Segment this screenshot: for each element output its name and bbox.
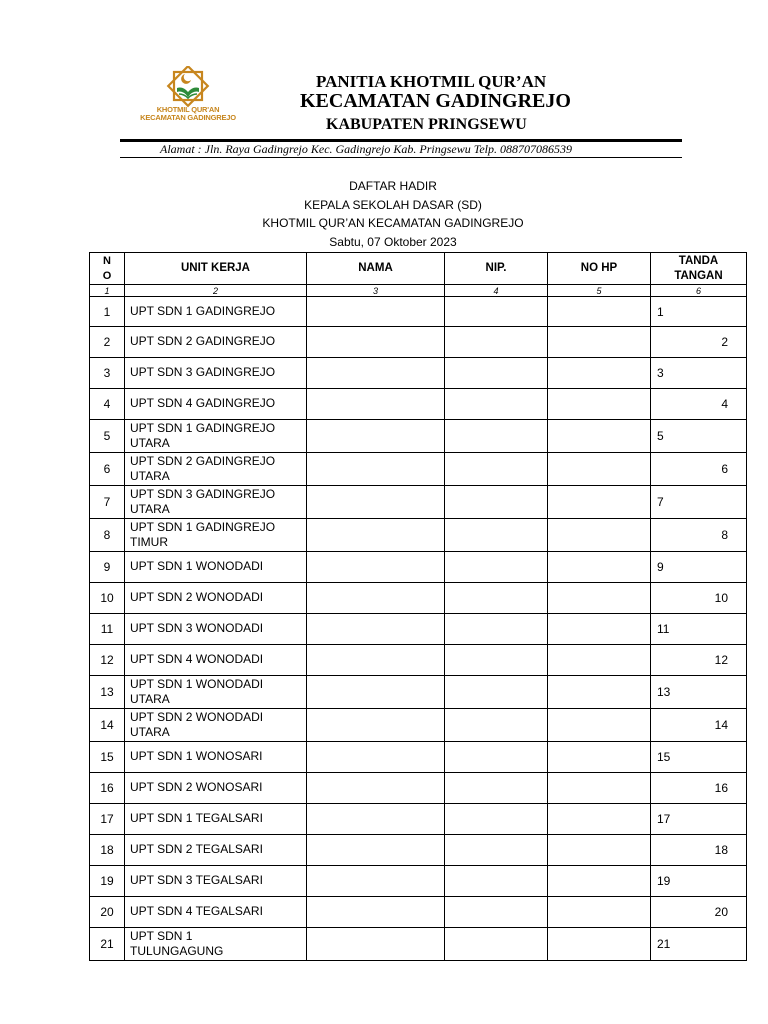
unit-kerja-cell [125,645,307,676]
unit-kerja-line: UTARA [130,436,170,450]
unit-kerja-cell [125,358,307,389]
nama-cell[interactable] [307,928,445,961]
nama-cell[interactable] [307,866,445,897]
nama-cell[interactable] [307,804,445,835]
table-row [90,486,747,519]
no-hp-cell[interactable] [548,835,651,866]
nama-cell[interactable] [307,742,445,773]
row-number: 20 [90,897,125,928]
signature-cell[interactable]: 16 [651,773,747,804]
nama-cell[interactable] [307,676,445,709]
signature-cell[interactable]: 17 [651,804,747,835]
nama-cell[interactable] [307,614,445,645]
nama-cell[interactable] [307,297,445,327]
table-row [90,358,747,389]
row-number: 13 [90,676,125,709]
table-row [90,297,747,327]
unit-kerja-line: TIMUR [130,535,168,549]
header-no-line-2: O [102,269,112,282]
column-index-row [90,285,747,297]
signature-cell[interactable]: 11 [651,614,747,645]
unit-kerja-cell [125,835,307,866]
signature-cell[interactable]: 1 [651,297,747,327]
unit-kerja-cell [125,897,307,928]
row-number: 18 [90,835,125,866]
signature-cell[interactable]: 6 [651,453,747,486]
unit-kerja-cell [125,773,307,804]
row-number: 17 [90,804,125,835]
table-row [90,519,747,552]
no-hp-cell[interactable] [548,804,651,835]
signature-cell[interactable]: 10 [651,583,747,614]
row-number: 11 [90,614,125,645]
nip-cell[interactable] [445,552,548,583]
nama-cell[interactable] [307,420,445,453]
unit-kerja-cell [125,676,307,709]
nip-cell[interactable] [445,453,548,486]
row-number: 4 [90,389,125,420]
unit-kerja-cell [125,519,307,552]
table-row [90,773,747,804]
row-number: 15 [90,742,125,773]
row-number: 21 [90,928,125,961]
no-hp-cell[interactable] [548,676,651,709]
unit-kerja-cell [125,486,307,519]
nip-cell[interactable] [445,486,548,519]
no-hp-cell[interactable] [548,709,651,742]
letterhead [0,0,768,165]
title-line-1: DAFTAR HADIR [349,179,437,193]
unit-kerja-line: UPT SDN 2 GADINGREJO [130,453,276,468]
logo-caption-line-1: KHOTMIL QUR'AN [156,105,220,114]
unit-kerja-line: UTARA [130,502,170,516]
nip-cell[interactable] [445,519,548,552]
table-row [90,742,747,773]
unit-kerja-line: UPT SDN 1 WONODADI [130,676,264,691]
nip-cell[interactable] [445,804,548,835]
nip-cell[interactable] [445,358,548,389]
table-row [90,897,747,928]
unit-kerja-line: UTARA [130,692,170,706]
unit-kerja-line: UPT SDN 4 GADINGREJO [130,396,276,411]
no-hp-cell[interactable] [548,866,651,897]
nip-cell[interactable] [445,866,548,897]
document-title [0,177,768,251]
signature-cell[interactable]: 12 [651,645,747,676]
no-hp-cell[interactable] [548,420,651,453]
signature-cell[interactable]: 19 [651,866,747,897]
nip-cell[interactable] [445,928,548,961]
title-line-2: KEPALA SEKOLAH DASAR (SD) [304,197,482,212]
letterhead-district: KECAMATAN GADINGREJO [300,90,571,112]
unit-kerja-line: UPT SDN 2 WONODADI [130,590,264,605]
nama-cell[interactable] [307,897,445,928]
nama-cell[interactable] [307,453,445,486]
title-line-4: Sabtu, 07 Oktober 2023 [329,234,457,249]
signature-cell[interactable]: 18 [651,835,747,866]
nama-cell[interactable] [307,583,445,614]
nip-cell[interactable] [445,897,548,928]
table-row [90,835,747,866]
unit-kerja-cell [125,804,307,835]
table-row [90,420,747,453]
header-ttd-line-1: TANDA [678,254,719,267]
unit-kerja-line: UPT SDN 2 TEGALSARI [130,842,263,857]
nip-cell[interactable] [445,645,548,676]
nip-cell[interactable] [445,676,548,709]
unit-kerja-line: UPT SDN 1 GADINGREJO [130,420,276,435]
table-row [90,583,747,614]
table-row [90,709,747,742]
row-number: 2 [90,327,125,358]
signature-cell[interactable]: 21 [651,928,747,961]
nip-cell[interactable] [445,835,548,866]
signature-cell[interactable]: 3 [651,358,747,389]
header-no [90,253,125,285]
table-row [90,676,747,709]
unit-kerja-line: UPT SDN 2 GADINGREJO [130,334,276,349]
nama-cell[interactable] [307,358,445,389]
signature-cell[interactable]: 9 [651,552,747,583]
row-number: 3 [90,358,125,389]
unit-kerja-cell [125,453,307,486]
no-hp-cell[interactable] [548,327,651,358]
signature-cell[interactable]: 5 [651,420,747,453]
column-index: 3 [307,285,445,297]
row-number: 14 [90,709,125,742]
no-hp-cell[interactable] [548,486,651,519]
attendance-rows [90,297,747,961]
header-tanda-tangan [651,253,747,285]
nama-cell[interactable] [307,835,445,866]
committee-logo [128,66,248,130]
logo-caption [128,106,248,122]
unit-kerja-line: UPT SDN 1 [130,928,193,943]
column-index: 4 [445,285,548,297]
header-no-line-1: N [103,254,111,267]
signature-cell[interactable]: 8 [651,519,747,552]
unit-kerja-line: UPT SDN 4 TEGALSARI [130,904,263,919]
nama-cell[interactable] [307,645,445,676]
unit-kerja-line: UPT SDN 2 WONODADI [130,709,264,724]
unit-kerja-line: UTARA [130,469,170,483]
nip-cell[interactable] [445,773,548,804]
header-row [90,253,747,285]
header-ttd-line-2: TANGAN [674,269,723,282]
unit-kerja-cell [125,389,307,420]
unit-kerja-line: UPT SDN 4 WONODADI [130,652,264,667]
letterhead-rule-thin [120,157,682,158]
unit-kerja-cell [125,709,307,742]
signature-cell[interactable]: 13 [651,676,747,709]
row-number: 19 [90,866,125,897]
table-row [90,928,747,961]
no-hp-cell[interactable] [548,453,651,486]
header-unit-kerja: UNIT KERJA [125,253,307,285]
unit-kerja-line: TULUNGAGUNG [130,944,224,958]
nip-cell[interactable] [445,389,548,420]
table-row [90,327,747,358]
unit-kerja-line: UPT SDN 2 WONOSARI [130,780,263,795]
nip-cell[interactable] [445,297,548,327]
nama-cell[interactable] [307,327,445,358]
table-row [90,804,747,835]
row-number: 9 [90,552,125,583]
nip-cell[interactable] [445,614,548,645]
header-nama: NAMA [307,253,445,285]
nip-cell[interactable] [445,742,548,773]
row-number: 8 [90,519,125,552]
nama-cell[interactable] [307,709,445,742]
signature-cell[interactable]: 15 [651,742,747,773]
table-row [90,866,747,897]
no-hp-cell[interactable] [548,614,651,645]
nama-cell[interactable] [307,552,445,583]
row-number: 10 [90,583,125,614]
no-hp-cell[interactable] [548,389,651,420]
no-hp-cell[interactable] [548,358,651,389]
signature-cell[interactable]: 7 [651,486,747,519]
column-index: 2 [125,285,307,297]
row-number: 16 [90,773,125,804]
nip-cell[interactable] [445,420,548,453]
row-number: 7 [90,486,125,519]
row-number: 5 [90,420,125,453]
no-hp-cell[interactable] [548,928,651,961]
nip-cell[interactable] [445,709,548,742]
no-hp-cell[interactable] [548,645,651,676]
unit-kerja-line: UPT SDN 3 WONODADI [130,621,264,636]
unit-kerja-line: UPT SDN 3 TEGALSARI [130,873,263,888]
nama-cell[interactable] [307,773,445,804]
unit-kerja-line: UPT SDN 1 WONODADI [130,559,264,574]
header-no-hp: NO HP [548,253,651,285]
signature-cell[interactable]: 2 [651,327,747,358]
header-nip: NIP. [445,253,548,285]
row-number: 12 [90,645,125,676]
no-hp-cell[interactable] [548,519,651,552]
nama-cell[interactable] [307,389,445,420]
title-line-3: KHOTMIL QUR’AN KECAMATAN GADINGREJO [262,216,524,230]
table-row [90,389,747,420]
table-row [90,552,747,583]
no-hp-cell[interactable] [548,897,651,928]
unit-kerja-cell [125,420,307,453]
no-hp-cell[interactable] [548,583,651,614]
unit-kerja-cell [125,583,307,614]
nama-cell[interactable] [307,519,445,552]
no-hp-cell[interactable] [548,773,651,804]
signature-cell[interactable]: 14 [651,709,747,742]
nama-cell[interactable] [307,486,445,519]
attendance-table [89,252,747,961]
unit-kerja-line: UPT SDN 3 GADINGREJO [130,365,276,380]
unit-kerja-cell [125,742,307,773]
letterhead-committee: PANITIA KHOTMIL QUR’AN [316,72,547,91]
unit-kerja-cell [125,928,307,961]
unit-kerja-cell [125,614,307,645]
unit-kerja-line: UTARA [130,725,170,739]
khotmil-emblem-icon [163,66,213,108]
logo-caption-line-2: KECAMATAN GADINGREJO [140,113,236,122]
no-hp-cell[interactable] [548,742,651,773]
signature-cell[interactable]: 4 [651,389,747,420]
letterhead-address: Alamat : Jln. Raya Gadingrejo Kec. Gadingrejo Kab. Pringsewu Telp. 088707086539 [160,142,572,156]
unit-kerja-line: UPT SDN 3 GADINGREJO [130,486,276,501]
unit-kerja-line: UPT SDN 1 GADINGREJO [130,519,276,534]
column-index: 1 [90,285,125,297]
letterhead-regency: KABUPATEN PRINGSEWU [326,116,527,133]
signature-cell[interactable]: 20 [651,897,747,928]
column-index: 5 [548,285,651,297]
unit-kerja-line: UPT SDN 1 WONOSARI [130,749,263,764]
unit-kerja-cell [125,866,307,897]
table-row [90,453,747,486]
row-number: 1 [90,297,125,327]
row-number: 6 [90,453,125,486]
nip-cell[interactable] [445,327,548,358]
unit-kerja-cell [125,297,307,327]
unit-kerja-cell [125,327,307,358]
unit-kerja-cell [125,552,307,583]
unit-kerja-line: UPT SDN 1 GADINGREJO [130,303,276,318]
no-hp-cell[interactable] [548,552,651,583]
no-hp-cell[interactable] [548,297,651,327]
unit-kerja-line: UPT SDN 1 TEGALSARI [130,811,263,826]
table-row [90,645,747,676]
column-index: 6 [651,285,747,297]
nip-cell[interactable] [445,583,548,614]
table-row [90,614,747,645]
